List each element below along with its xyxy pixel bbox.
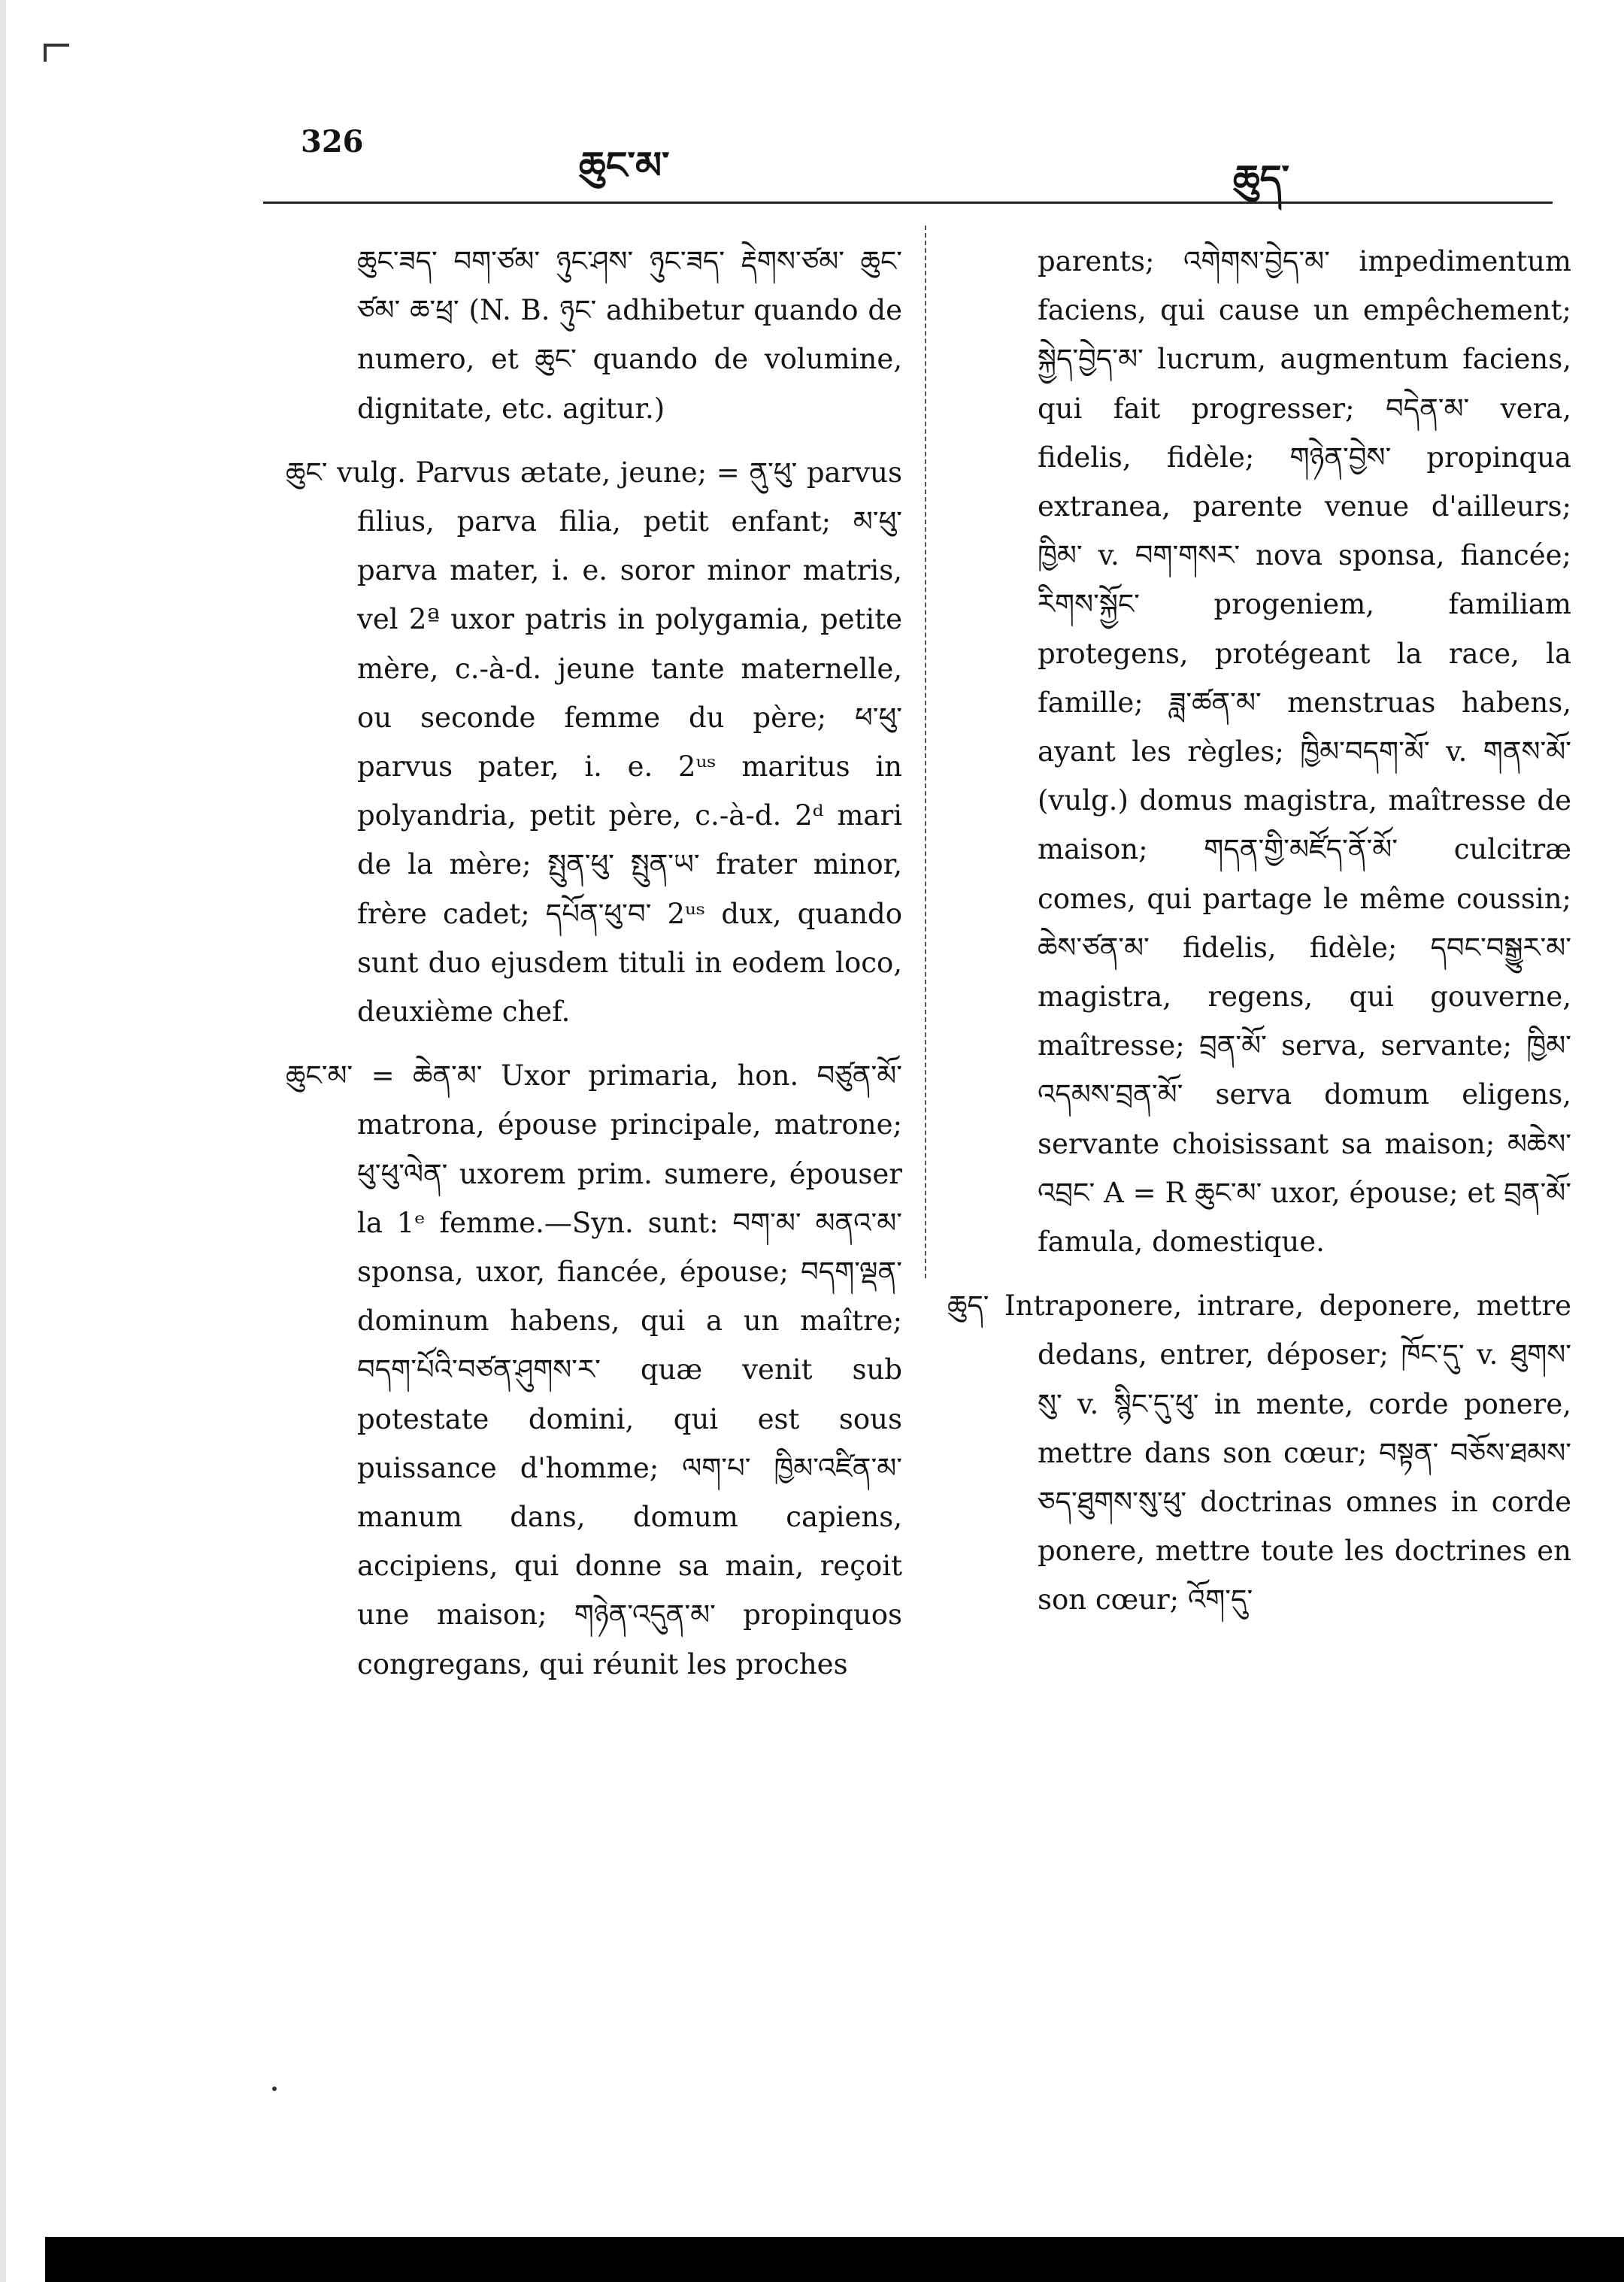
left-column <box>286 237 902 1689</box>
entry-continuation-right: parents; འགེགས་བྱེད་མ་ impedimentum faciens, qui cause un empêchement; སྐྱེད་བྱེད་མ་ lucrum, augmentum faciens, qui fait progresser; བདེན་མ་ vera, fidelis, fidèle; གཉེན་བྱེས་ propinqua extranea, parente venue d'ailleurs; ཁྱིམ་ v. བག་གསར་ nova sponsa, fiancée; རིགས་སྐྱོང་ progeniem, familiam protegens, protégeant la race, la famille; ཟླ་ཚན་མ་ menstruas habens, ayant les règles; ཁྱིམ་བདག་མོ་ v. གནས་མོ་ (vulg.) domus magistra, maîtresse de maison; གདན་གྱི་མཛོད་ནོ་མོ་ culcitræ comes, qui partage le même coussin; ཆེས་ཙན་མ་ fidelis, fidèle; དབང་བསྒྱུར་མ་ magistra, regens, qui gouverne, maîtresse; བྲན་མོ་ serva, servante; ཁྱིམ་ འདམས་བྲན་མོ་ serva domum eligens, servante choisissant sa maison; མཆེས་ འབྲང་ A = R ཆུང་མ་ uxor, épouse; et བྲན་མོ་ famula, domestique. <box>1038 245 1571 1259</box>
entry-chung-ma: ཆུང་མ་ = ཆེན་མ་ Uxor primaria, hon. བཙུན་མོ་ matrona, épouse principale, matrone; ཕུ་ཕུ་ལེན་ uxorem prim. sumere, épouser la 1ᵉ femme.—Syn. sunt: བག་མ་ མནའ་མ་ sponsa, uxor, fiancée, épouse; བདག་ལྡན་ dominum habens, qui a un maître; བདག་པོའི་བཙན་ཤུགས་ར་ quæ venit sub potestate domini, qui est sous puissance d'homme; ལག་པ་ ཁྱིམ་འཛིན་མ་ manum dans, domum capiens, accipiens, qui donne sa main, reçoit une maison; གཉེན་འདུན་མ་ propinquos congregans, qui réunit les proches <box>286 1059 902 1680</box>
left-running-headword: ཆུང་མ་ <box>579 143 670 187</box>
scan-left-edge <box>0 0 6 2282</box>
entry-chung-vulg: ཆུང་ vulg. Parvus ætate, jeune; = ནུ་ཕུ་ parvus filius, parva filia, petit enfant; མ་ཕུ་ parva mater, i. e. soror minor matris, vel 2ª uxor patris in polygamia, petite mère, c.-à-d. jeune tante maternelle, ou seconde femme du père; ཕ་ཕུ་ parvus pater, i. e. 2ᵘˢ maritus in polyandria, petit père, c.-à-d. 2ᵈ mari de la mère; སྤུན་ཕུ་ སྤུན་ཡ་ frater minor, frère cadet; དཔོན་ཕུ་བ་ 2ᵘˢ dux, quando sunt duo ejusdem tituli in eodem loco, deuxième chef. <box>286 456 902 1029</box>
right-column <box>947 237 1571 1625</box>
header-rule <box>263 202 1553 204</box>
corner-crop-mark <box>44 44 69 62</box>
column-divider <box>925 226 926 1278</box>
scan-speck <box>272 2087 277 2091</box>
running-header <box>301 124 1556 199</box>
scan-bottom-band <box>45 2237 1624 2282</box>
entry-continuation: ཆུང་ཟད་ བག་ཙམ་ ཉུང་ཤས་ ཉུང་ཟད་ རྡེགས་ཙམ་ ཆུང་ཙམ་ ཆ་ཕྲ་ (N. B. ཉུང་ adhibetur quando de numero, et ཆུང་ quando de volumine, dignitate, etc. agitur.) <box>357 245 902 425</box>
page-number: 326 <box>301 124 364 159</box>
entry-chud: ཆུད་ Intraponere, intrare, deponere, mettre dedans, entrer, déposer; ཁོང་དུ་ v. ཐུགས་སུ་ v. སྙིང་དུ་ཕུ་ in mente, corde ponere, mettre dans son cœur; བསྟན་ བཅོས་ཐམས་ཅད་ཐུགས་སུ་ཕུ་ doctrinas omnes in corde ponere, mettre toute les doctrines en son cœur; འོག་དུ་ <box>947 1289 1571 1617</box>
right-running-headword: ཆུད་ <box>1233 156 1290 201</box>
